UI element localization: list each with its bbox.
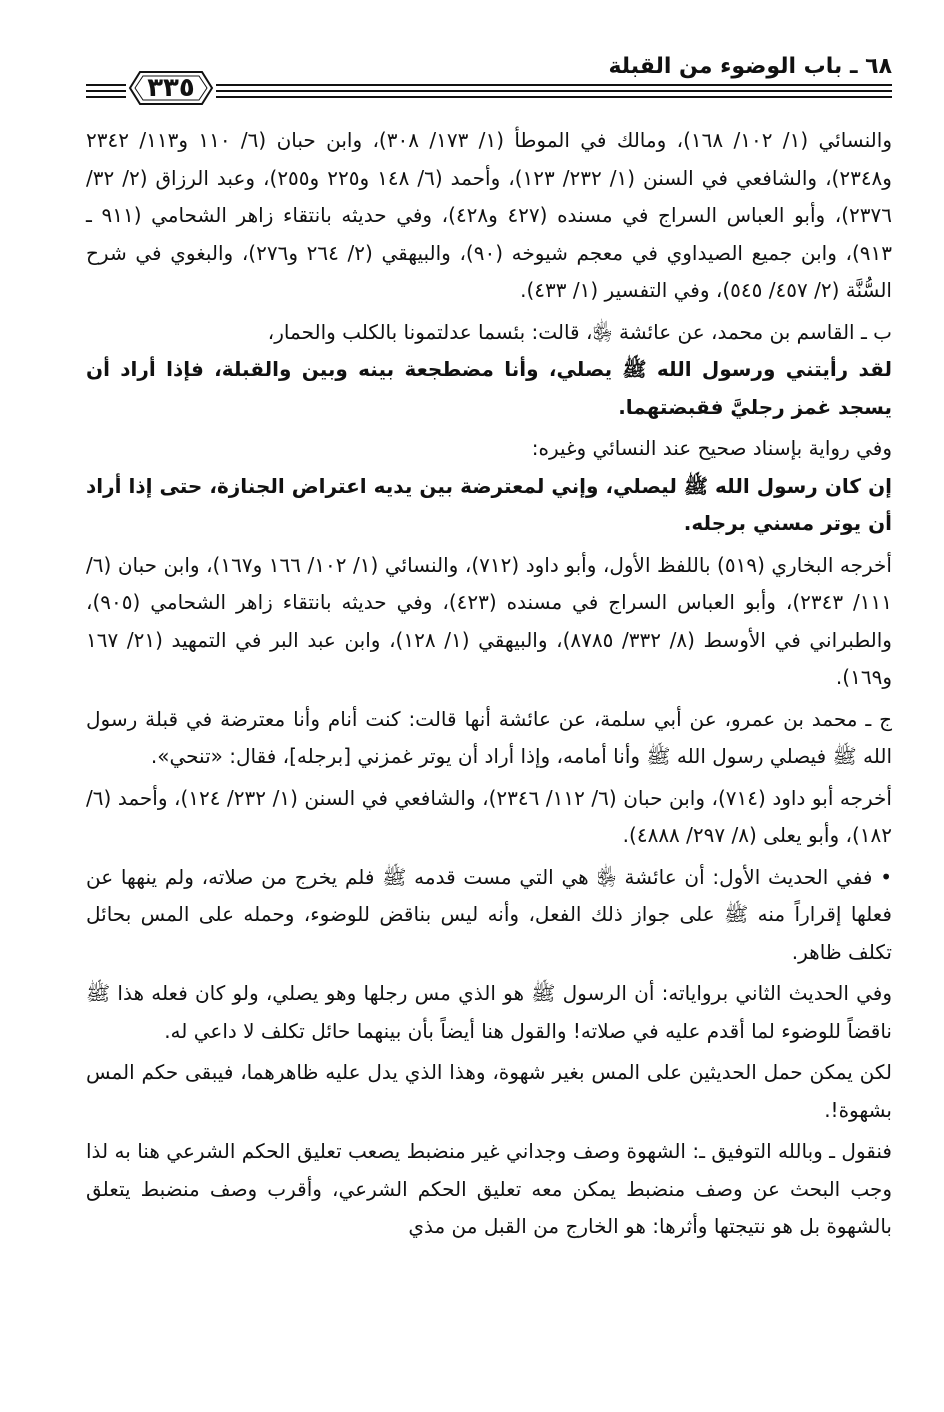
commentary-paragraph: وفي الحديث الثاني برواياته: أن الرسول ﷺ هو الذي مس رجلها وهو يصلي، ولو كان فعله هذا ﷺ ناقضاً للوضوء لما أقدم عليه في صلاته! والقول هنا أيضاً بأن بينهما حائل تكلف لا داعي له. — [86, 981, 892, 1043]
page-header — [86, 52, 892, 112]
citation-paragraph: أخرجه أبو داود (٧١٤)، وابن حبان (٦/ ١١٢/ ٢٣٤٦)، والشافعي في السنن (١/ ٢٣٢/ ١٢٤)، وأحمد (٦/ ١٨٢)، وأبو يعلى (٨/ ٢٩٧/ ٤٨٨٨). — [86, 785, 892, 847]
page-body — [86, 122, 892, 1250]
narration-paragraph: ج ـ محمد بن عمرو، عن أبي سلمة، عن عائشة أنها قالت: كنت أنام وأنا معترضة في قبلة رسول الله ﷺ فيصلي رسول الله ﷺ وأنا أمامه، وإذا أراد أن يوتر غمزني [برجله]، فقال: «تنحي». — [86, 706, 892, 768]
chapter-title: ٦٨ ـ باب الوضوء من القبلة — [594, 52, 892, 82]
narration-paragraph: وفي رواية بإسناد صحيح عند النسائي وغيره: — [531, 436, 892, 460]
commentary-paragraph: • ففي الحديث الأول: أن عائشة ﵂ هي التي مست قدمه ﷺ فلم يخرج من صلاته، ولم ينهها عن فعلها إقراراً منه ﷺ على جواز ذلك الفعل، وأنه ليس بناقض للوضوء، وحمله على المس بحائل تكلف ظاهر. — [86, 864, 892, 964]
page-number: ٣٣٥ — [147, 73, 195, 103]
hadith-text: لقد رأيتني ورسول الله ﷺ يصلي، وأنا مضطجعة بينه وبين والقبلة، فإذا أراد أن يسجد غمز رجليَّ فقبضتهما. — [86, 357, 892, 419]
hadith-text: إن كان رسول الله ﷺ ليصلي، وإني لمعترضة بين يديه اعتراض الجنازة، حتى إذا أراد أن يوتر مسني برجله. — [86, 473, 892, 535]
narration-paragraph: ب ـ القاسم بن محمد، عن عائشة ﵂، قالت: بئسما عدلتمونا بالكلب والحمار، — [267, 319, 892, 344]
commentary-paragraph: فنقول ـ وبالله التوفيق ـ: الشهوة وصف وجداني غير منضبط يصعب تعليق الحكم الشرعي هنا به لذا وجب البحث عن وصف منضبط يمكن معه تعليق الحكم الشرعي، وأقرب وصف منضبط يتعلق بالشهوة بل هو نتيجتها وأثرها: هو الخارج من القبل من مذي — [86, 1139, 892, 1238]
commentary-paragraph: لكن يمكن حمل الحديثين على المس بغير شهوة، وهذا الذي يدل عليه ظاهرهما، فيبقى حكم المس بشهوة!. — [86, 1060, 892, 1122]
citation-paragraph: أخرجه البخاري (٥١٩) باللفظ الأول، وأبو داود (٧١٢)، والنسائي (١/ ١٠٢/ ١٦٦ و١٦٧)، وابن حبان (٦/ ١١١/ ٢٣٤٣)، وأبو العباس السراج في مسنده (٤٢٣)، وفي حديثه بانتقاء زاهر الشحامي (٩٠٥)، والطبراني في الأوسط (٨/ ٣٣٢/ ٨٧٨٥)، والبيهقي (١/ ١٢٨)، وابن عبد البر في التمهيد (٢١/ ١٦٧ و١٦٩). — [86, 552, 892, 689]
page-number-frame — [126, 66, 216, 110]
citation-paragraph: والنسائي (١/ ١٠٢/ ١٦٨)، ومالك في الموطأ (١/ ١٧٣/ ٣٠٨)، وابن حبان (٦/ ١١٠ و١١٣/ ٢٣٤٢ و٢٣٤٨)، والشافعي في السنن (١/ ٢٣٢/ ١٢٣)، وأحمد (٦/ ١٤٨ و٢٢٥ و٢٥٥)، وعبد الرزاق (٢/ ٣٢/ ٢٣٧٦)، وأبو العباس السراج في مسنده (٤٢٧ و٤٢٨)، وفي حديثه بانتقاء زاهر الشحامي (٩١١ ـ ٩١٣)، وابن جميع الصيداوي في معجم شيوخه (٩٠)، والبيهقي (٢/ ٢٦٤ و٢٧٦)، والبغوي في شرح السُّنَّة (٢/ ٤٥٧/ ٥٤٥)، وفي التفسير (١/ ٤٣٣). — [86, 128, 893, 302]
